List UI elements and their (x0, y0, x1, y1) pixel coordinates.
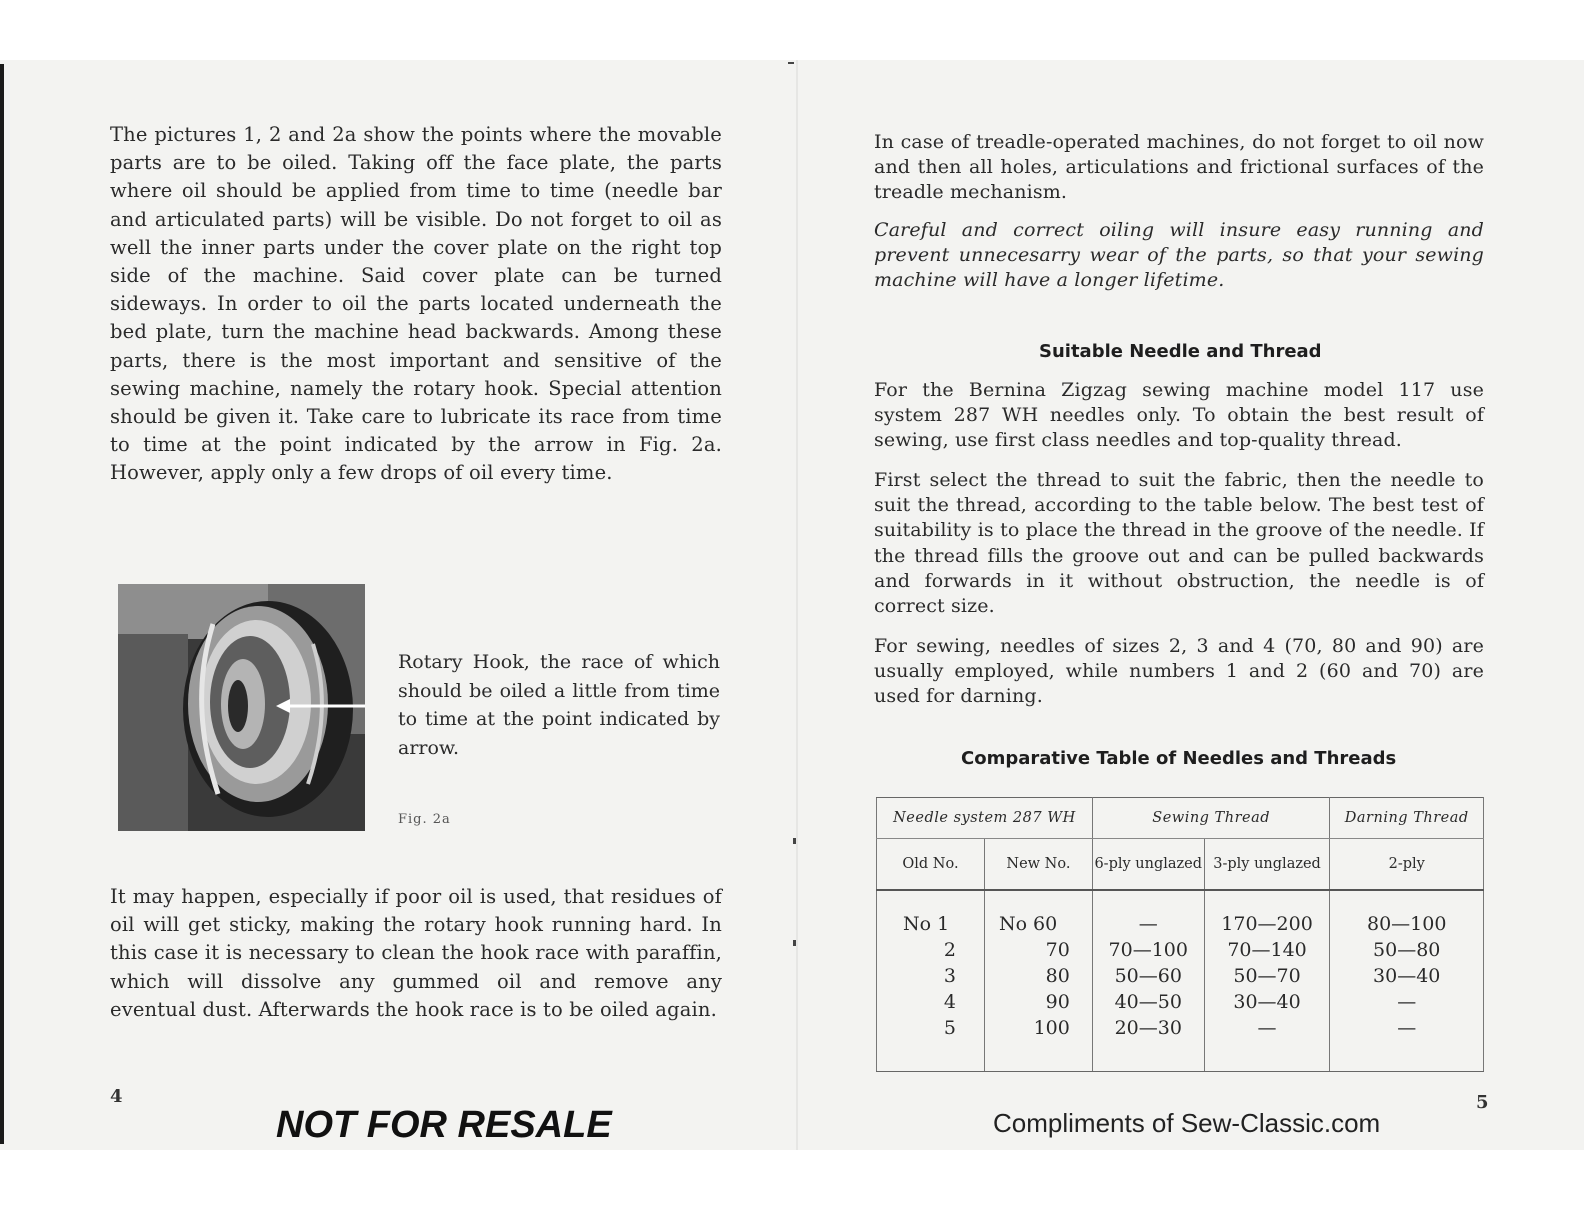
table-cell: 170—200 (1221, 913, 1313, 935)
column-6ply (1092, 890, 1204, 1072)
col-header-old-no: Old No. (877, 839, 985, 891)
table-cell: — (1138, 913, 1158, 935)
heading-needle-thread: Suitable Needle and Thread (1039, 341, 1322, 362)
rotary-hook-image (118, 584, 365, 831)
table-cell: 4 (943, 991, 956, 1013)
table-cell: 20—30 (1114, 1017, 1182, 1039)
table-cell: 30—40 (1373, 965, 1441, 987)
col-header-3ply: 3-ply unglazed (1204, 839, 1330, 891)
left-paragraph-cleaning: It may happen, especially if poor oil is used, that residues of oil will get sticky, making the rotary hook running hard. In this case it is necessary to clean the hook race with paraffin, which will dissolve any gummed oil and remove any eventual dust. Afterwards the hook race is to be oiled again. (110, 885, 722, 1021)
right-paragraph-bernina: For the Bernina Zigzag sewing machine model 117 use system 287 WH needles only. To obtain the best result of sewing, use first class needles and top-quality thread. (874, 379, 1484, 452)
table-cell: 40—50 (1114, 991, 1182, 1013)
table-cell: 50—80 (1373, 939, 1441, 961)
table-cell: 50—60 (1114, 965, 1182, 987)
table-cell: 90 (1045, 991, 1070, 1013)
page-number-right: 5 (1476, 1092, 1489, 1113)
right-paragraph-sizes: For sewing, needles of sizes 2, 3 and 4 (70, 80 and 90) are usually employed, while numbers 1 and 2 (60 and 70) are used for darning. (874, 635, 1484, 708)
column-3ply (1204, 890, 1330, 1072)
group-header-needle: Needle system 287 WH (877, 798, 1093, 839)
compliments-watermark: Compliments of Sew-Classic.com (993, 1108, 1381, 1138)
table-cell: 70—140 (1227, 939, 1307, 961)
page-number-left: 4 (110, 1086, 123, 1107)
table-cell: 2 (943, 939, 956, 961)
col-header-6ply: 6-ply unglazed (1092, 839, 1204, 891)
table-cell: No 1 (903, 913, 950, 935)
fold-mark (793, 940, 796, 946)
column-2ply (1330, 890, 1484, 1072)
group-header-darning: Darning Thread (1330, 798, 1484, 839)
group-header-sewing: Sewing Thread (1092, 798, 1330, 839)
table-cell: 70 (1045, 939, 1070, 961)
table-cell: 30—40 (1233, 991, 1301, 1013)
rotary-hook-photo (118, 584, 365, 831)
fold-mark (793, 838, 796, 844)
table-cell: — (1257, 1017, 1277, 1039)
right-paragraph-treadle: In case of treadle-operated machines, do not forget to oil now and then all holes, articulations and frictional surfaces of the treadle mechanism. (874, 131, 1484, 204)
table-cell: 5 (943, 1017, 956, 1039)
table-cell: 50—70 (1233, 965, 1301, 987)
table-cell: 70—100 (1108, 939, 1188, 961)
right-paragraph-select: First select the thread to suit the fabric, then the needle to suit the thread, according to the table below. The best test of suitability is to place the thread in the groove of the needle. If the thread fills the groove out and can be pulled backwards and forwards in it without obstruction, the needle is of correct size. (874, 469, 1484, 618)
left-paragraph-oiling: The pictures 1, 2 and 2a show the points where the movable parts are to be oiled. Taking off the face plate, the parts where oil should be applied from time to time (needle bar and articulated parts) will be visible. Do not forget to oil as well the inner parts under the cover plate on the right top side of the machine. Said cover plate can be turned sideways. In order to oil the parts located underneath the bed plate, turn the machine head backwards. Among these parts, there is the most important and sensitive of the sewing machine, namely the rotary hook. Special attention should be given it. Take care to lubricate its race from time to time at the point indicated by the arrow in Fig. 2a. However, apply only a few drops of oil every time. (110, 123, 722, 485)
figure-caption: Rotary Hook, the race of which should be oiled a little from time to time at the point indicated by arrow. (398, 651, 720, 759)
table-cell: 80—100 (1366, 913, 1447, 935)
heading-comparative-table: Comparative Table of Needles and Threads (961, 748, 1397, 769)
page-edge-shadow (0, 64, 4, 1144)
table-cell: 3 (943, 965, 956, 987)
needle-thread-table (876, 797, 1484, 1072)
center-fold (796, 60, 798, 1150)
right-paragraph-italic: Careful and correct oiling will insure easy running and prevent unnecesarry wear of the parts, so that your sewing machine will have a longer lifetime. (874, 219, 1484, 292)
table-cell: 80 (1045, 965, 1070, 987)
column-new-no (984, 890, 1092, 1072)
col-header-new-no: New No. (984, 839, 1092, 891)
not-for-resale-watermark: NOT FOR RESALE (276, 1104, 612, 1146)
figure-label: Fig. 2a (398, 812, 451, 827)
table-cell: 100 (1033, 1017, 1070, 1039)
table-cell: — (1397, 1017, 1417, 1039)
column-old-no (877, 890, 985, 1072)
col-header-2ply: 2-ply (1330, 839, 1484, 891)
table-cell: — (1397, 991, 1417, 1013)
fold-mark (788, 62, 794, 64)
table-cell: No 60 (998, 913, 1058, 935)
